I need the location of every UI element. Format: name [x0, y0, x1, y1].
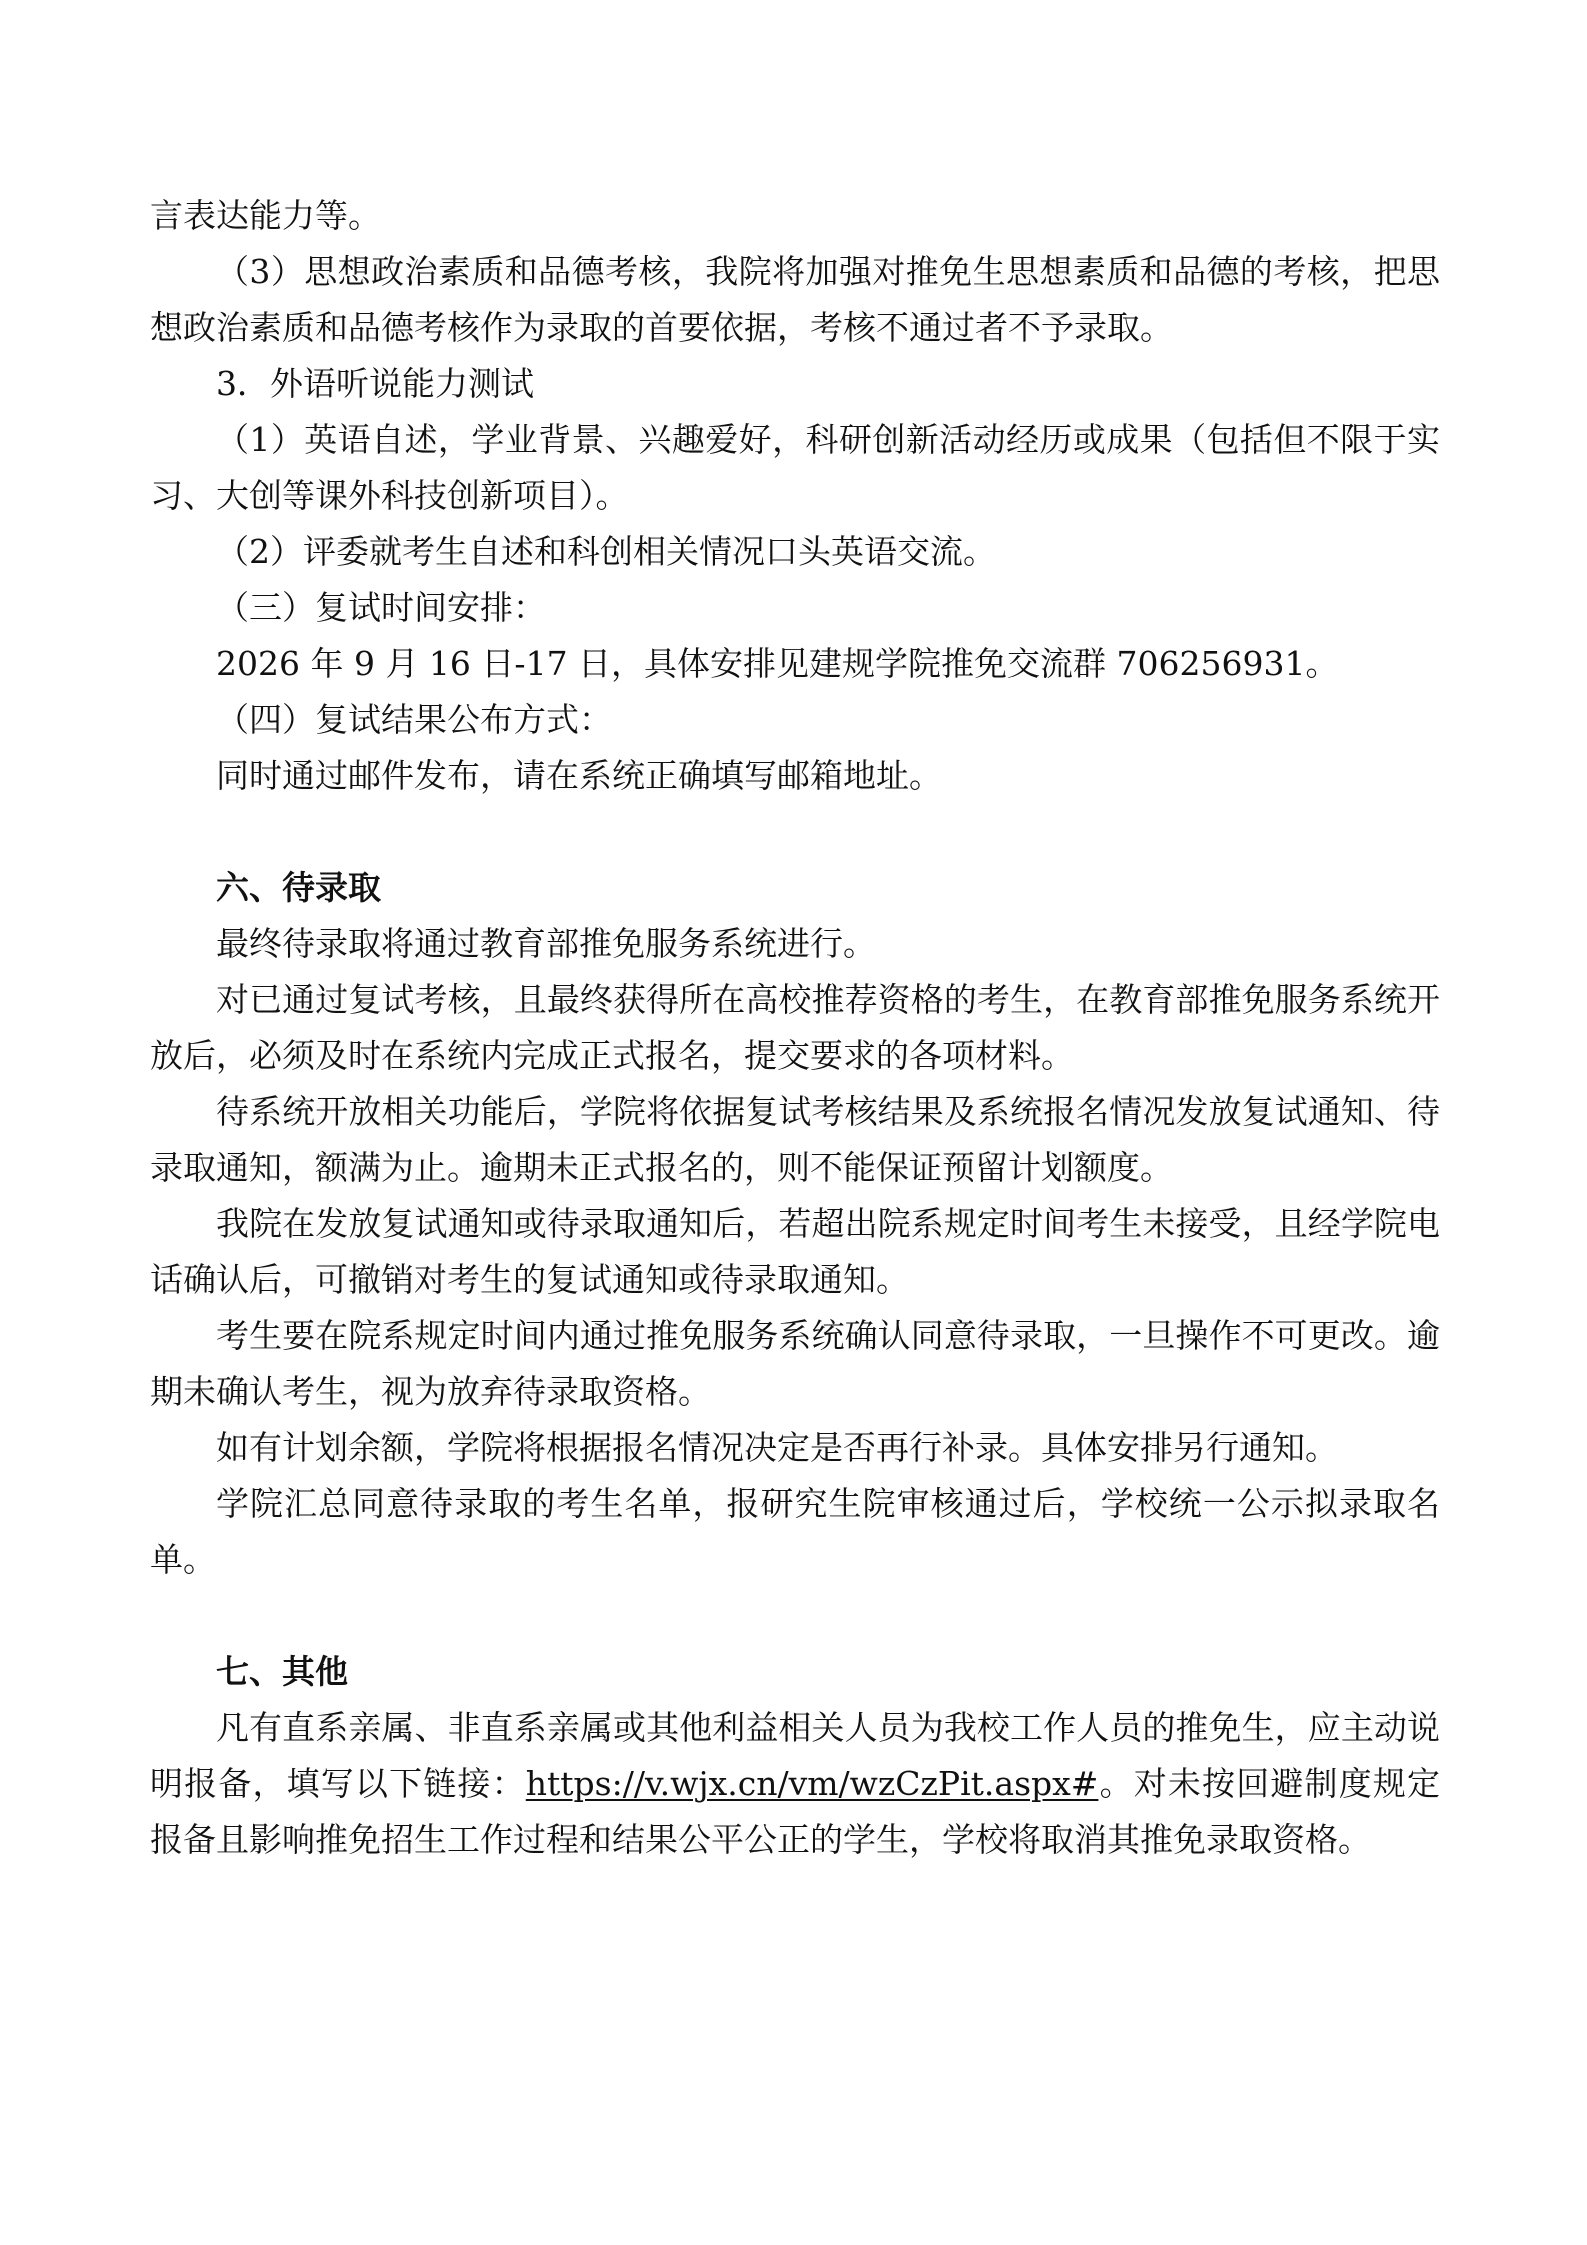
paragraph-pending-7: 学院汇总同意待录取的考生名单，报研究生院审核通过后，学校统一公示拟录取名单。	[150, 1484, 1440, 1579]
paragraph-pending-6: 如有计划余额，学院将根据报名情况决定是否再行补录。具体安排另行通知。	[216, 1428, 1338, 1467]
paragraph-result-announcement: 同时通过邮件发布，请在系统正确填写邮箱地址。	[216, 756, 942, 795]
paragraph-moral-assessment: （3）思想政治素质和品德考核，我院将加强对推免生思想素质和品德的考核，把思想政治素质和品德考核作为录取的首要依据，考核不通过者不予录取。	[150, 252, 1440, 347]
paragraph-other-text-after: 。对未按回避制度规定报备且影响推免招生工作过程和结果公平公正的学生，学校将取消其推免录取资格。	[150, 1764, 1441, 1859]
paragraph-pending-4: 我院在发放复试通知或待录取通知后，若超出院系规定时间考生未接受，且经学院电话确认后，可撤销对考生的复试通知或待录取通知。	[150, 1204, 1440, 1299]
subheading-foreign-language-test: 3．外语听说能力测试	[216, 364, 534, 403]
section-heading-other: 七、其他	[216, 1652, 348, 1691]
paragraph-english-exchange: （2）评委就考生自述和科创相关情况口头英语交流。	[216, 532, 996, 571]
subheading-result-announcement: （四）复试结果公布方式：	[216, 700, 612, 739]
paragraph-pending-5: 考生要在院系规定时间内通过推免服务系统确认同意待录取，一旦操作不可更改。逾期未确认考生，视为放弃待录取资格。	[150, 1316, 1440, 1411]
paragraph-schedule: 2026 年 9 月 16 日-17 日，具体安排见建规学院推免交流群 706256931。	[216, 644, 1339, 683]
document-page	[150, 188, 1440, 1868]
paragraph-pending-2: 对已通过复试考核，且最终获得所在高校推荐资格的考生，在教育部推免服务系统开放后，必须及时在系统内完成正式报名，提交要求的各项材料。	[150, 980, 1440, 1075]
paragraph-english-self-statement: （1）英语自述，学业背景、兴趣爱好，科研创新活动经历或成果（包括但不限于实习、大创等课外科技创新项目）。	[150, 420, 1440, 515]
paragraph-continuation: 言表达能力等。	[150, 196, 381, 235]
section-gap	[150, 804, 1440, 860]
section-gap	[150, 1588, 1440, 1644]
subheading-schedule: （三）复试时间安排：	[216, 588, 546, 627]
report-link[interactable]: https://v.wjx.cn/vm/wzCzPit.aspx#	[525, 1764, 1099, 1803]
paragraph-pending-3: 待系统开放相关功能后，学院将依据复试考核结果及系统报名情况发放复试通知、待录取通知，额满为止。逾期未正式报名的，则不能保证预留计划额度。	[150, 1092, 1440, 1187]
paragraph-pending-1: 最终待录取将通过教育部推免服务系统进行。	[216, 924, 876, 963]
section-heading-pending-admission: 六、待录取	[216, 868, 381, 907]
paragraph-other	[150, 1700, 1440, 1868]
paragraph-other-text-before: 凡有直系亲属、非直系亲属或其他利益相关人员为我校工作人员的推免生，应主动说明报备，填写以下链接：	[150, 1708, 1440, 1803]
